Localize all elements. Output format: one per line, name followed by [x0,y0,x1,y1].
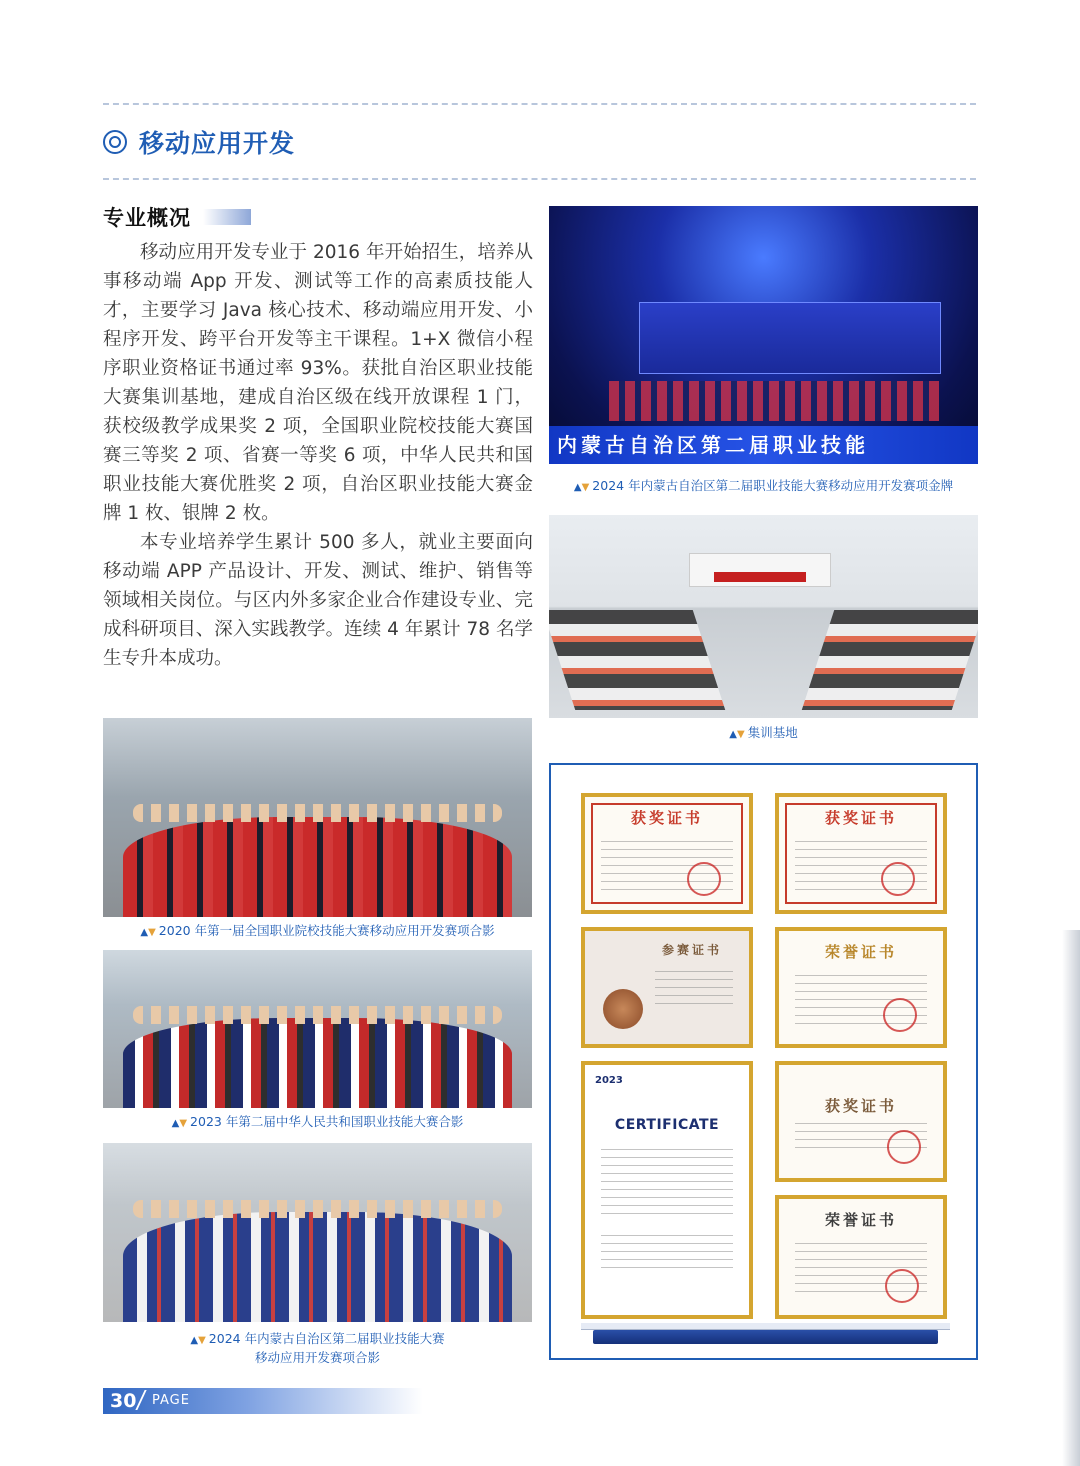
section-divider [103,178,976,180]
caption-triangle-icon: ▲▼ [190,1335,206,1346]
stage-banner: 内蒙古自治区第二届职业技能 [549,426,978,464]
heading-accent-bar [203,209,251,225]
certificate-2-title: 获奖证书 [824,809,897,827]
faces-row [133,804,502,822]
caption-triangle-icon: ▲▼ [171,1118,188,1129]
seal-icon [887,1130,921,1164]
group-2024-caption: ▲▼ 2024 年内蒙古自治区第二届职业技能大赛 移动应用开发赛项合影 [190,1331,445,1365]
crowd [123,1018,512,1108]
seal-icon [883,998,917,1032]
desk-row-right [802,610,978,710]
stage-photo-caption: ▲▼ 2024 年内蒙古自治区第二届职业技能大赛移动应用开发赛项金牌 [549,477,978,496]
certificate-6 [775,1061,947,1182]
overview-heading: 专业概况 [103,206,191,230]
certificate-7-title: 荣誉证书 [824,1211,897,1229]
medal-icon [603,989,643,1029]
page-number: 30 [110,1390,137,1412]
faces-row [133,1006,502,1024]
overview-text [103,238,533,673]
base-photo-caption: ▲▼ 集训基地 [549,724,978,743]
training-base-photo [549,515,978,718]
faces-row [133,1200,502,1218]
group-photo-2020 [103,718,532,917]
caption-triangle-icon: ▲▼ [140,927,156,938]
certificate-6-title: 获奖证书 [824,1097,897,1115]
certificate-3 [581,927,753,1048]
certificate-display-panel [549,763,978,1360]
certificate-2 [775,793,947,914]
overview-paragraph-1: 移动应用开发专业于 2016 年开始招生，培养从事移动端 App 开发、测试等工作的高素质技能人才，主要学习 Java 核心技术、移动端应用开发、小程序开发、跨平台开发等主干课程。1+X 微信小程序职业资格证书通过率 93%。获批自治区职业技能大赛集训基地，建成自治区级在线开放课程 1 门，获校级教学成果奖 2 项，全国职业院校技能大赛国赛三等奖 2 项、省赛一等奖 6 项，中华人民共和国职业技能大赛优胜奖 2 项，自治区职业技能大赛金牌 1 枚、银牌 2 枚。 [103,242,533,524]
base-sign [689,553,831,587]
overview-paragraph-2: 本专业培养学生累计 500 多人，就业主要面向移动端 APP 产品设计、开发、测试、维护、销售等领域相关岗位。与区内外多家企业合作建设专业、完成科研项目、深入实践教学。连续 4 年累计 78 名学生专升本成功。 [103,532,533,669]
group-photo-2024 [103,1143,532,1322]
section-header [103,124,295,160]
display-stand [593,1330,938,1344]
certificate-4 [775,927,947,1048]
crowd [123,817,512,917]
circle-target-icon [103,130,127,154]
display-stand-top [581,1323,950,1330]
group-photo-2023 [103,950,532,1108]
certificate-1 [581,793,753,914]
page-edge-shadow [1062,930,1080,1466]
stage-screen [639,302,941,374]
seal-icon [885,1269,919,1303]
overview-header [103,202,251,232]
caption-triangle-icon: ▲▼ [729,729,745,740]
seal-icon [881,862,915,896]
footer-bar [103,1388,423,1414]
certificate-5-title: CERTIFICATE [614,1117,720,1133]
desk-row-left [549,610,725,710]
page-label: PAGE [152,1393,190,1408]
caption-triangle-icon: ▲▼ [573,482,590,493]
group-2020-caption: ▲▼ 2020 年第一届全国职业院校技能大赛移动应用开发赛项合影 [103,922,532,941]
award-stage-photo [549,206,978,464]
top-divider [103,103,976,105]
crowd [123,1212,512,1322]
award-winners-row [609,381,939,421]
certificate-5: 2023 CERTIFICATE [581,1061,753,1319]
certificate-1-title: 获奖证书 [630,809,703,827]
certificate-7 [775,1195,947,1319]
certificate-4-title: 荣誉证书 [824,943,897,961]
certificate-3-title: 参赛证书 [661,943,722,957]
seal-icon [687,862,721,896]
group-2023-caption: ▲▼ 2023 年第二届中华人民共和国职业技能大赛合影 [103,1113,532,1132]
section-title: 移动应用开发 [139,129,296,158]
